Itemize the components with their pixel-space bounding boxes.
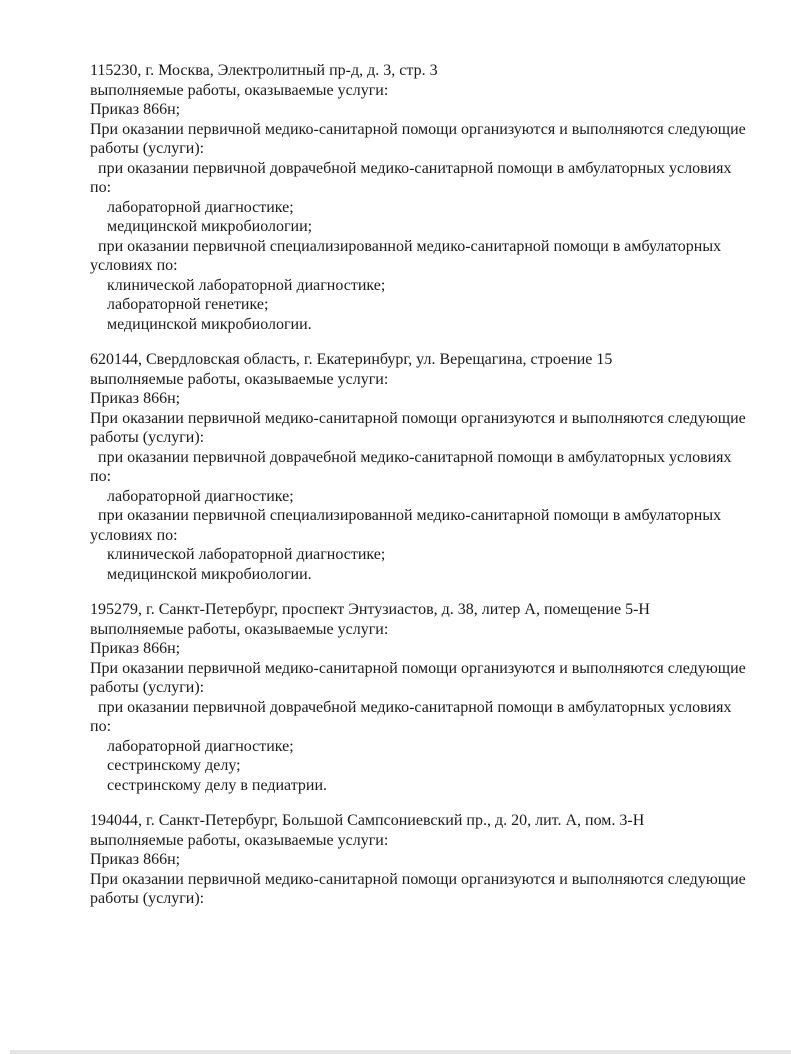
doc-line: Приказ 866н; — [90, 101, 181, 118]
doc-line: при оказании первичной доврачебной медико-санитарной помощи в амбулаторных условиях — [98, 698, 732, 716]
doc-line: при оказании первичной специализированной медико-санитарной помощи в амбулаторных — [98, 237, 722, 255]
doc-line: медицинской микробиологии. — [107, 315, 312, 333]
doc-line: условиях по: — [90, 257, 178, 274]
doc-line: Приказ 866н; — [90, 390, 181, 407]
doc-line: лабораторной диагностике; — [107, 737, 294, 755]
doc-line: лабораторной диагностике; — [107, 198, 294, 216]
doc-line: работы (услуги): — [90, 679, 205, 696]
doc-line: по: — [90, 179, 112, 196]
address-line: 194044, г. Санкт-Петербург, Большой Сампсониевский пр., д. 20, лит. А, пом. 3-Н — [90, 812, 645, 829]
doc-line: работы (услуги): — [90, 140, 205, 157]
doc-line: сестринскому делу в педиатрии. — [107, 776, 328, 794]
doc-line: При оказании первичной медико-санитарной помощи организуются и выполняются следующие — [90, 659, 746, 677]
doc-line: выполняемые работы, оказываемые услуги: — [90, 620, 389, 638]
doc-line: работы (услуги): — [90, 890, 205, 907]
doc-line: работы (услуги): — [90, 429, 205, 446]
horizontal-scrollbar-track[interactable] — [10, 1050, 791, 1054]
doc-line: медицинской микробиологии; — [107, 218, 313, 235]
doc-line: при оказании первичной доврачебной медико-санитарной помощи в амбулаторных условиях — [98, 159, 732, 177]
doc-line: При оказании первичной медико-санитарной помощи организуются и выполняются следующие — [90, 120, 746, 138]
address-line: 620144, Свердловская область, г. Екатеринбург, ул. Верещагина, строение 15 — [90, 351, 613, 368]
doc-line: Приказ 866н; — [90, 851, 181, 868]
document-text — [90, 61, 770, 925]
doc-line: При оказании первичной медико-санитарной помощи организуются и выполняются следующие — [90, 870, 746, 888]
doc-line: при оказании первичной доврачебной медико-санитарной помощи в амбулаторных условиях — [98, 448, 732, 466]
address-block-spb-sampsonievsky — [90, 811, 770, 909]
address-line: 195279, г. Санкт-Петербург, проспект Энтузиастов, д. 38, литер А, помещение 5-Н — [90, 601, 650, 618]
doc-line: выполняемые работы, оказываемые услуги: — [90, 81, 389, 99]
doc-line: сестринскому делу; — [107, 757, 241, 774]
doc-line: условиях по: — [90, 526, 178, 544]
doc-line: по: — [90, 718, 112, 735]
address-block-spb-entuziastov — [90, 600, 770, 795]
doc-line: медицинской микробиологии. — [107, 565, 312, 583]
doc-line: клинической лабораторной диагностике; — [107, 546, 386, 563]
address-line: 115230, г. Москва, Электролитный пр-д, д. 3, стр. 3 — [90, 62, 438, 79]
address-block-ekaterinburg — [90, 350, 770, 584]
doc-line: лабораторной диагностике; — [107, 487, 294, 505]
doc-line: выполняемые работы, оказываемые услуги: — [90, 831, 389, 849]
doc-line: лабораторной генетике; — [107, 296, 269, 313]
doc-line: При оказании первичной медико-санитарной помощи организуются и выполняются следующие — [90, 409, 746, 427]
doc-line: по: — [90, 468, 112, 485]
address-block-moscow — [90, 61, 770, 334]
doc-line: Приказ 866н; — [90, 640, 181, 657]
doc-line: при оказании первичной специализированной медико-санитарной помощи в амбулаторных — [98, 507, 722, 524]
doc-line: выполняемые работы, оказываемые услуги: — [90, 370, 389, 388]
doc-line: клинической лабораторной диагностике; — [107, 276, 386, 294]
